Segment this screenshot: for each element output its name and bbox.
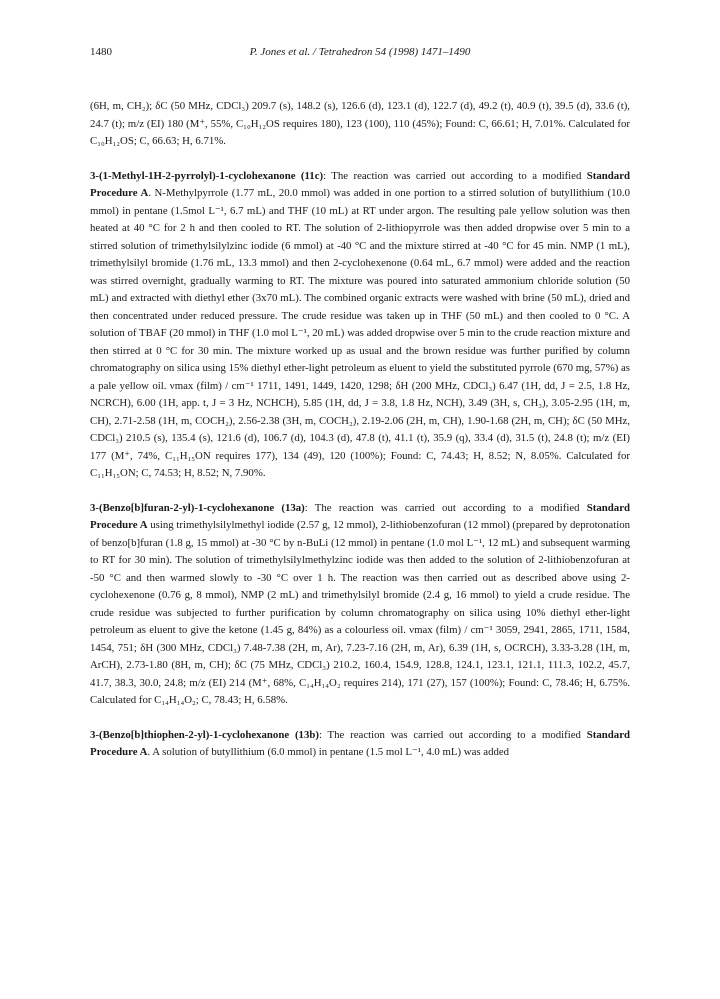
compound-title: 3-(1-Methyl-1H-2-pyrrolyl)-1-cyclohexanone (11c) [90,169,324,182]
paragraph-text: : The reaction was carried out according to a modified [323,169,587,182]
procedure-reference: Standard Procedure A [90,169,630,199]
paragraph-compound-13b [90,727,630,762]
running-head: P. Jones et al. / Tetrahedron 54 (1998) 1471–1490 [249,46,471,58]
paragraph-compound-11c [90,168,630,483]
paragraph-continuation: (6H, m, CH₂); δC (50 MHz, CDCl₃) 209.7 (s), 148.2 (s), 126.6 (d), 123.1 (d), 122.7 (d), 49.2 (t), 40.9 (t), 39.5 (d), 33.6 (t), 24.7 (t); m/z (EI) 180 (M⁺, 55%, C₁₀H₁₂OS requires 180), 123 (100), 110 (45%); Found: C, 66.61; H, 7.01%. Calculated for C₁₀H₁₂OS; C, 66.63; H, 6.71%. [90,100,630,147]
article-body [90,98,630,762]
compound-title: 3-(Benzo[b]thiophen-2-yl)-1-cyclohexanone (13b) [90,728,319,741]
page-number: 1480 [90,46,112,58]
paragraph-text: : The reaction was carried out according to a modified [304,501,587,514]
paragraph-text: . N-Methylpyrrole (1.77 mL, 20.0 mmol) was added in one portion to a stirred solution of butyllithium (10.0 mmol) in pentane (1.5mol L⁻¹, 6.7 mL) and THF (10 mL) at RT under argon. The resulting pale yellow solution was then heated at 40 °C for 2 h and then cooled to RT. The solution of 2-lithiopyrrole was then added dropwise over 5 min to a stirred solution of trimethylsilylzinc iodide (6 mmol) at -40 °C and the mixture stirred at -40 °C for 45 min. NMP (1 mL), trimethylsilyl bromide (1.76 mL, 13.3 mmol) and then 2-cyclohexenone (0.64 mL, 6.7 mmol) were added and the reaction was stirred overnight, gradually warming to RT. The mixture was poured into saturated ammonium chloride solution (50 mL) and extracted with diethyl ether (3x70 mL). The combined organic extracts were washed with brine (50 mL), dried and then concentrated under reduced pressure. The crude residue was taken up in THF (50 mL) and then cooled to 0 °C. A solution of TBAF (20 mmol) in THF (1.0 mol L⁻¹, 20 mL) was added dropwise over 5 min to the crude reaction mixture and then stirred at 0 °C for 30 min. The mixture worked up as usual and the brown residue was further purified by column chromatography on silica using 15% diethyl ether-light petroleum as eluent to yield the substituted pyrrole (670 mg, 57%) as a pale yellow oil. νmax (film) / cm⁻¹ 1711, 1491, 1449, 1420, 1298; δH (200 MHz, CDCl₃) 6.47 (1H, dd, J = 2.5, 1.8 Hz, NCRCH), 6.00 (1H, app. t, J = 3 Hz, NCHCH), 5.85 (1H, dd, J = 3.8, 1.8 Hz, NCH), 3.49 (3H, s, CH₃), 3.05-2.95 (1H, m, CH), 2.71-2.58 (1H, m, COCH₂), 2.56-2.38 (3H, m, COCH₂), 2.19-2.06 (2H, m, CH), 1.90-1.68 (2H, m, CH); δC (50 MHz, CDCl₃) 210.5 (s), 135.4 (s), 121.6 (d), 106.7 (d), 104.3 (d), 47.8 (t), 41.1 (t), 35.9 (q), 33.4 (d), 31.5 (t), 24.8 (t); m/z (EI) 177 (M⁺, 74%, C₁₁H₁₅ON requires 177), 134 (49), 120 (100%); Found: C, 74.43; H, 8.52; N, 8.05%. Calculated for C₁₁H₁₅ON; C, 74.53; H, 8.52; N, 7.90%. [90,187,630,479]
paragraph-text: : The reaction was carried out according to a modified [318,728,587,741]
paragraph-compound-13a [90,500,630,710]
page-header [90,46,630,64]
procedure-reference: Standard Procedure A [90,501,631,531]
compound-title: 3-(Benzo[b]furan-2-yl)-1-cyclohexanone (13a) [90,501,305,514]
paragraph-text: . A solution of butyllithium (6.0 mmol) in pentane (1.5 mol L⁻¹, 4.0 mL) was added [147,746,510,758]
paragraph-text: using trimethylsilylmethyl iodide (2.57 g, 12 mmol), 2-lithiobenzofuran (12 mmol) (prepared by deprotonation of benzo[b]furan (1.8 g, 15 mmol) at -30 °C by n-BuLi (12 mmol) in pentane (1.0 mol L⁻¹, 12 mL) and subsequent warming to RT for 30 min). The solution of trimethylsilylmethylzinc iodide was then added to the solution of 2-lithiobenzofuran at -50 °C and then warmed slowly to -30 °C over 1 h. The reaction was then carried out as described above using 2-cyclohexenone (0.76 g, 8 mmol), NMP (2 mL) and trimethylsilyl bromide (2.4 g, 16 mmol) to yield a crude residue. The crude residue was subjected to further purification by column chromatography on silica using 10% diethyl ether-light petroleum as eluent to give the ketone (1.45 g, 84%) as a colourless oil. νmax (film) / cm⁻¹ 3059, 2941, 2865, 1711, 1584, 1454, 751; δH (300 MHz, CDCl₃) 7.48-7.38 (2H, m, Ar), 7.23-7.16 (2H, m, Ar), 6.39 (1H, s, OCRCH), 3.33-3.28 (1H, m, ArCH), 2.73-1.80 (8H, m, CH); δC (75 MHz, CDCl₃) 210.2, 160.4, 154.9, 128.8, 124.1, 123.1, 121.1, 111.3, 102.2, 45.7, 41.7, 38.3, 30.0, 24.8; m/z (EI) 214 (M⁺, 68%, C₁₄H₁₄O₂ requires 214), 171 (27), 157 (100%); Found: C, 78.46; H, 6.75%. Calculated for C₁₄H₁₄O₂; C, 78.43; H, 6.58%. [90,519,630,706]
procedure-reference: Standard Procedure A [90,728,630,758]
